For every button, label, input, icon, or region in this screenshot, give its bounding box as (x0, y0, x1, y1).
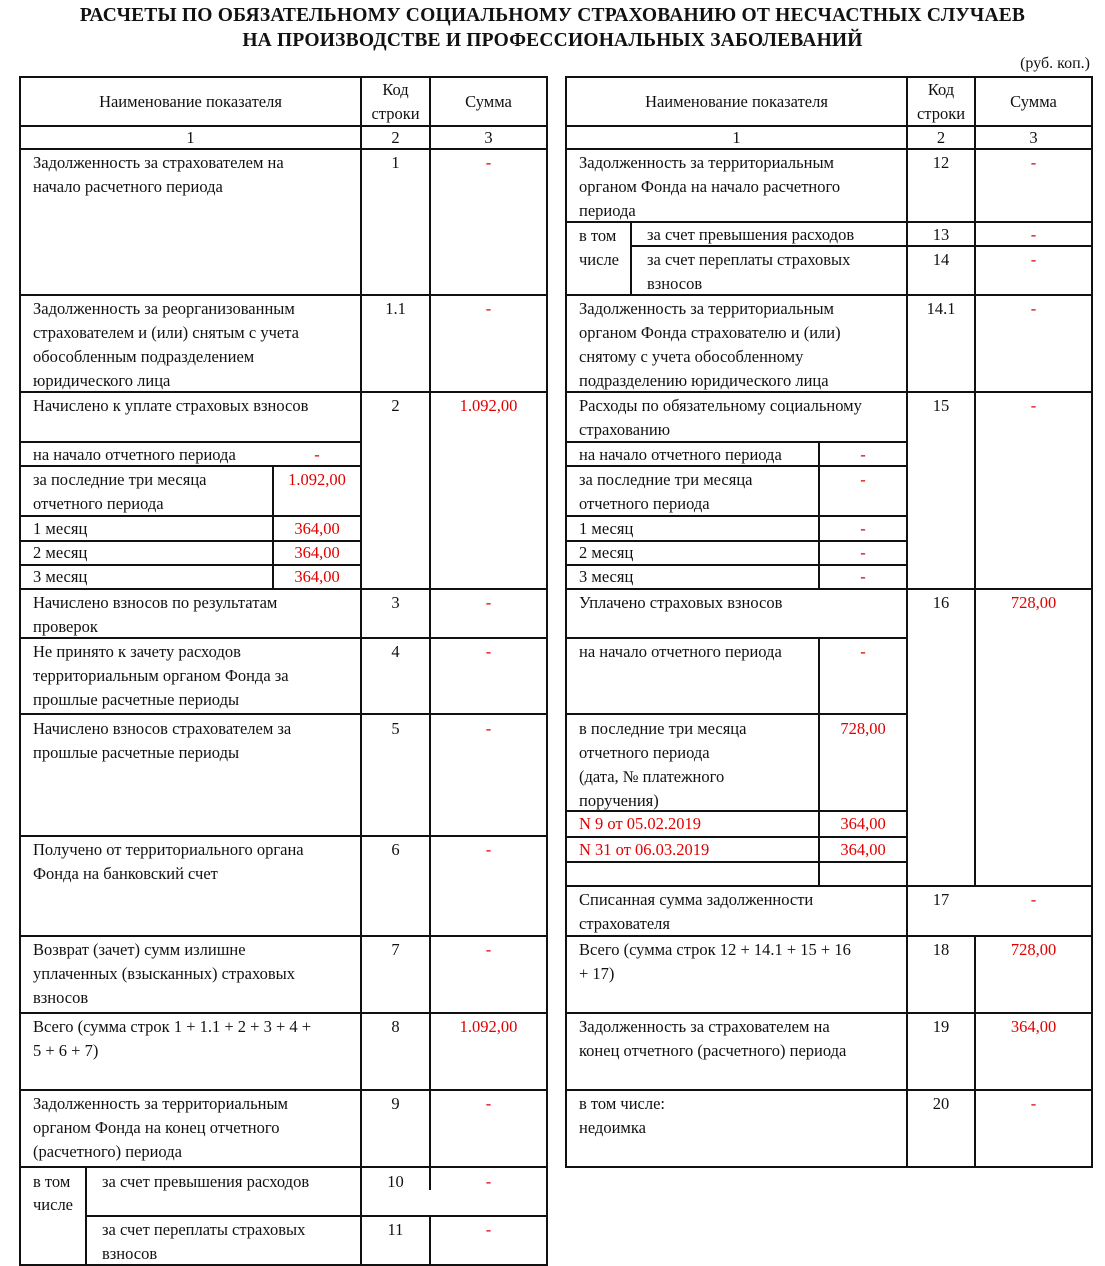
left-including-l1: в том (33, 1172, 71, 1191)
right-including-l1: в том (579, 226, 617, 245)
row-4-label-l1: Не принято к зачету расходов (33, 642, 241, 661)
row-12-label-l1: Задолженность за территориальным (579, 153, 835, 172)
left-header-sum: Сумма (465, 92, 512, 111)
row-11-label-l1: за счет переплаты страховых (102, 1220, 306, 1239)
row-10-sum: - (485, 1172, 492, 1191)
row-14-1-label-l2: органом Фонда страхователю и (или) (579, 323, 841, 342)
right-colnum-2: 2 (936, 128, 946, 147)
row-7-label-l2: уплаченных (взысканных) страховых (33, 964, 295, 983)
row-5-label-l1: Начислено взносов страхователем за (33, 719, 292, 738)
row-14-1-label-l4: подразделению юридического лица (579, 371, 829, 390)
left-header-code-l2: строки (371, 104, 420, 123)
row-1-1-label-l4: юридического лица (33, 371, 171, 390)
row-8-label-l2: 5 + 6 + 7) (33, 1041, 99, 1060)
row-13-code: 13 (932, 225, 950, 244)
row-12-label-l3: периода (579, 201, 636, 220)
row-2-last3-l2: отчетного периода (33, 494, 164, 513)
row-7-code: 7 (391, 940, 400, 959)
row-15-m1-value: - (860, 519, 866, 538)
form-title-line-1: РАСЧЕТЫ ПО ОБЯЗАТЕЛЬНОМУ СОЦИАЛЬНОМУ СТРАХОВАНИЮ ОТ НЕСЧАСТНЫХ СЛУЧАЕВ (79, 5, 1026, 26)
row-18-label-l1: Всего (сумма строк 12 + 14.1 + 15 + 16 (579, 940, 851, 959)
row-12-code: 12 (932, 153, 950, 172)
row-16-sum: 728,00 (1010, 593, 1057, 612)
row-3-sum: - (485, 593, 492, 612)
row-16-start-value: - (860, 642, 866, 661)
row-8-label-l1: Всего (сумма строк 1 + 1.1 + 2 + 3 + 4 + (33, 1017, 312, 1036)
left-colnum-2: 2 (391, 128, 400, 147)
right-header-name: Наименование показателя (645, 92, 828, 111)
row-7-sum: - (485, 940, 492, 959)
row-4-sum: - (485, 642, 492, 661)
row-16-label: Уплачено страховых взносов (579, 593, 783, 612)
row-15-start-label: на начало отчетного периода (579, 445, 782, 464)
row-16-payment-1-value: 364,00 (840, 814, 886, 833)
row-11-label-l2: взносов (102, 1244, 158, 1263)
row-17-label-l2: страхователя (579, 914, 671, 933)
row-20-label-l2: недоимка (579, 1118, 646, 1137)
row-1-label-l2: начало расчетного периода (33, 177, 223, 196)
row-2-code: 2 (391, 396, 400, 415)
row-15-last3-l1: за последние три месяца (579, 470, 753, 489)
row-2-start-value: - (314, 445, 320, 464)
row-6-code: 6 (391, 840, 400, 859)
row-14-1-sum: - (1030, 299, 1037, 318)
row-2-m1-label: 1 месяц (33, 519, 88, 538)
row-4-label-l3: прошлые расчетные периоды (33, 690, 240, 709)
row-2-m2-label: 2 месяц (33, 543, 88, 562)
row-3-label-l2: проверок (33, 617, 98, 636)
right-colnum-1: 1 (732, 128, 741, 147)
right-header-code-l2: строки (916, 104, 966, 123)
row-16-start-label: на начало отчетного периода (579, 642, 782, 661)
row-19-label-l2: конец отчетного (расчетного) периода (579, 1041, 847, 1060)
row-19-label-l1: Задолженность за страхователем на (579, 1017, 830, 1036)
row-2-last3-value: 1.092,00 (288, 470, 346, 489)
row-20-code: 20 (932, 1094, 950, 1113)
row-20-sum: - (1030, 1094, 1037, 1113)
row-1-1-code: 1.1 (385, 299, 406, 318)
row-13-sum: - (1030, 225, 1037, 244)
row-13-label: за счет превышения расходов (647, 225, 855, 244)
row-2-m1-value: 364,00 (294, 519, 340, 538)
row-5-code: 5 (391, 719, 400, 738)
row-12-label-l2: органом Фонда на начало расчетного (579, 177, 841, 196)
row-1-1-sum: - (485, 299, 492, 318)
row-3-label-l1: Начислено взносов по результатам (33, 593, 278, 612)
row-9-code: 9 (391, 1094, 400, 1113)
row-9-label-l1: Задолженность за территориальным (33, 1094, 289, 1113)
row-15-m2-label: 2 месяц (579, 543, 634, 562)
row-2-label: Начислено к уплате страховых взносов (33, 396, 309, 415)
row-15-m3-value: - (860, 567, 866, 586)
row-14-sum: - (1030, 250, 1037, 269)
left-header-code-l1: Код (382, 80, 409, 99)
right-header-sum: Сумма (1010, 92, 1057, 111)
row-4-code: 4 (391, 642, 400, 661)
row-17-label-l1: Списанная сумма задолженности (579, 890, 814, 909)
row-10-label: за счет превышения расходов (102, 1172, 310, 1191)
row-2-m3-label: 3 месяц (33, 567, 88, 586)
row-2-last3-l1: за последние три месяца (33, 470, 207, 489)
row-16-payment-2-value: 364,00 (840, 840, 886, 859)
row-15-last3-l2: отчетного периода (579, 494, 710, 513)
row-2-m2-value: 364,00 (294, 543, 340, 562)
row-5-label-l2: прошлые расчетные периоды (33, 743, 240, 762)
row-14-label-l1: за счет переплаты страховых (647, 250, 851, 269)
row-14-1-label-l1: Задолженность за территориальным (579, 299, 835, 318)
row-16-code: 16 (932, 593, 950, 612)
row-2-start-label: на начало отчетного периода (33, 445, 236, 464)
form-title-line-2: НА ПРОИЗВОДСТВЕ И ПРОФЕССИОНАЛЬНЫХ ЗАБОЛЕВАНИЙ (242, 30, 863, 51)
row-3-code: 3 (391, 593, 400, 612)
row-15-label-l1: Расходы по обязательному социальному (579, 396, 862, 415)
row-16-last3-value: 728,00 (840, 719, 886, 738)
row-15-code: 15 (932, 396, 950, 415)
row-10-code: 10 (387, 1172, 404, 1191)
row-15-start-value: - (860, 445, 866, 464)
left-colnum-1: 1 (186, 128, 195, 147)
row-20-label-l1: в том числе: (579, 1094, 666, 1113)
row-1-1-label-l1: Задолженность за реорганизованным (33, 299, 295, 318)
left-header-name: Наименование показателя (99, 92, 282, 111)
row-1-1-label-l3: обособленным подразделением (33, 347, 255, 366)
row-1-sum: - (485, 153, 492, 172)
row-15-last3-value: - (860, 470, 866, 489)
row-18-label-l2: + 17) (579, 964, 615, 983)
right-including-l2: числе (579, 250, 620, 269)
row-1-1-label-l2: страхователем и (или) снятым с учета (33, 323, 299, 342)
row-2-sum: 1.092,00 (459, 396, 518, 415)
row-6-label-l2: Фонда на банковский счет (33, 864, 218, 883)
row-16-last3-l2: отчетного периода (579, 743, 710, 762)
left-including-l2: числе (33, 1195, 74, 1214)
row-6-label-l1: Получено от территориального органа (33, 840, 304, 859)
unit-label: (руб. коп.) (1020, 55, 1090, 72)
row-19-code: 19 (932, 1017, 950, 1036)
row-16-last3-l4: поручения) (579, 791, 659, 810)
row-8-code: 8 (391, 1017, 400, 1036)
row-18-sum: 728,00 (1010, 940, 1057, 959)
row-7-label-l3: взносов (33, 988, 89, 1007)
right-header-code-l1: Код (927, 80, 955, 99)
row-14-label-l2: взносов (647, 274, 703, 293)
row-5-sum: - (485, 719, 492, 738)
row-15-label-l2: страхованию (579, 420, 671, 439)
row-17-code: 17 (932, 890, 950, 909)
row-11-sum: - (485, 1220, 492, 1239)
row-16-last3-l1: в последние три месяца (579, 719, 747, 738)
row-16-payment-1-label: N 9 от 05.02.2019 (579, 814, 702, 833)
row-15-sum: - (1030, 396, 1037, 415)
row-18-code: 18 (932, 940, 950, 959)
row-14-1-code: 14.1 (926, 299, 956, 318)
row-11-code: 11 (387, 1220, 404, 1239)
row-6-sum: - (485, 840, 492, 859)
row-2-m3-value: 364,00 (294, 567, 340, 586)
right-colnum-3: 3 (1029, 128, 1038, 147)
row-9-label-l3: (расчетного) периода (33, 1142, 182, 1161)
row-9-sum: - (485, 1094, 492, 1113)
row-14-code: 14 (932, 250, 950, 269)
row-4-label-l2: территориальным органом Фонда за (33, 666, 289, 685)
row-15-m3-label: 3 месяц (579, 567, 634, 586)
row-8-sum: 1.092,00 (459, 1017, 518, 1036)
row-16-payment-2-label: N 31 от 06.03.2019 (579, 840, 710, 859)
row-16-last3-l3: (дата, № платежного (579, 767, 725, 786)
row-14-1-label-l3: снятому с учета обособленному (579, 347, 804, 366)
row-1-code: 1 (391, 153, 400, 172)
row-12-sum: - (1030, 153, 1037, 172)
row-19-sum: 364,00 (1010, 1017, 1057, 1036)
row-17-sum: - (1030, 890, 1037, 909)
row-7-label-l1: Возврат (зачет) сумм излишне (33, 940, 246, 959)
row-9-label-l2: органом Фонда на конец отчетного (33, 1118, 280, 1137)
row-15-m1-label: 1 месяц (579, 519, 634, 538)
left-colnum-3: 3 (484, 128, 493, 147)
row-15-m2-value: - (860, 543, 866, 562)
row-1-label-l1: Задолженность за страхователем на (33, 153, 284, 172)
